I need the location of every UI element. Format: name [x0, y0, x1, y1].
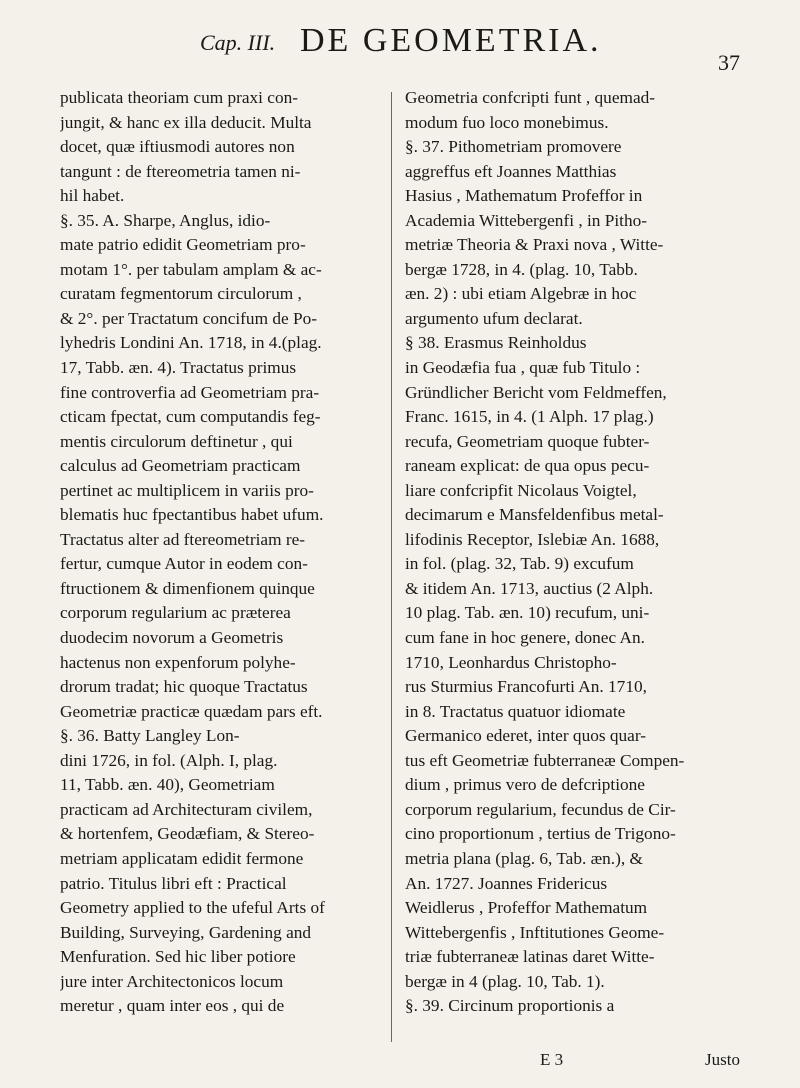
text-line: 1710, Leonhardus Christopho- — [405, 652, 617, 672]
text-line: Building, Surveying, Gardening and — [60, 922, 312, 942]
text-line: corporum regularium ac præterea — [60, 603, 291, 623]
text-line: 17, Tabb. æn. 4). Tractatus primus — [60, 358, 297, 378]
text-line: dini 1726, in fol. (Alph. I, plag. — [60, 750, 278, 770]
text-line: 11, Tabb. æn. 40), Geometriam — [60, 775, 275, 795]
text-line: hactenus non expenforum polyhe- — [60, 652, 296, 672]
text-line: argumento ufum declarat. — [405, 308, 583, 328]
text-line: & itidem An. 1713, auctius (2 Alph. — [405, 578, 654, 598]
text-line: dium , primus vero de defcriptione — [405, 775, 645, 795]
text-line: cticam fpectat, cum computandis feg- — [60, 407, 321, 427]
text-line: modum fuo loco monebimus. — [405, 112, 609, 132]
text-line: drorum tradat; hic quoque Tractatus — [60, 677, 308, 697]
text-line: §. 36. Batty Langley Lon- — [60, 726, 240, 746]
text-line: triæ fubterraneæ latinas daret Witte- — [405, 947, 655, 967]
text-line: An. 1727. Joannes Fridericus — [405, 873, 608, 893]
text-line: aggreffus eft Joannes Matthias — [405, 161, 617, 181]
text-line: decimarum e Mansfeldenfibus metal- — [405, 505, 664, 525]
text-line: & hortenfem, Geodæfiam, & Stereo- — [60, 824, 315, 844]
text-line: duodecim novorum a Geometris — [60, 628, 284, 648]
text-line: curatam fegmentorum circulorum , — [60, 284, 302, 304]
text-line: hil habet. — [60, 186, 125, 206]
text-line: Franc. 1615, in 4. (1 Alph. 17 plag.) — [405, 407, 654, 427]
signature-mark: E 3 — [540, 1050, 564, 1069]
text-line: rus Sturmius Francofurti An. 1710, — [405, 677, 647, 697]
catchword: Justo — [705, 1050, 740, 1069]
text-line: jungit, & hanc ex illa deducit. Multa — [60, 112, 312, 132]
text-line: mentis circulorum deftinetur , qui — [60, 431, 293, 451]
text-line: Geometry applied to the ufeful Arts of — [60, 898, 325, 918]
text-line: in Geodæfia fua , quæ fub Titulo : — [405, 358, 641, 378]
text-line: Weidlerus , Profeffor Mathematum — [405, 898, 648, 918]
text-line: Menfuration. Sed hic liber potiore — [60, 947, 296, 967]
text-line: Gründlicher Bericht vom Feldmeffen, — [405, 382, 667, 402]
text-line: mate patrio edidit Geometriam pro- — [60, 235, 306, 255]
text-line: raneam explicat: de qua opus pecu- — [405, 456, 650, 476]
running-title: DE GEOMETRIA. — [300, 22, 602, 59]
text-line: bergæ in 4 (plag. 10, Tab. 1). — [405, 971, 605, 991]
text-line: in fol. (plag. 32, Tab. 9) excufum — [405, 554, 634, 574]
text-line: § 38. Erasmus Reinholdus — [405, 333, 587, 353]
text-line: practicam ad Architecturam civilem, — [60, 799, 313, 819]
text-line: corporum regularium, fecundus de Cir- — [405, 799, 676, 819]
column-divider — [391, 92, 392, 1042]
text-line: fine controverfia ad Geometriam pra- — [60, 382, 320, 402]
text-line: æn. 2) : ubi etiam Algebræ in hoc — [405, 284, 637, 304]
text-line: Wittebergenfis , Inftitutiones Geome- — [405, 922, 665, 942]
text-line: liare confcripfit Nicolaus Voigtel, — [405, 480, 637, 500]
text-line: patrio. Titulus libri eft : Practical — [60, 873, 287, 893]
text-line: tus eft Geometriæ fubterraneæ Compen- — [405, 750, 685, 770]
text-line: docet, quæ iftiusmodi autores non — [60, 137, 295, 157]
text-line: cum fane in hoc genere, donec An. — [405, 628, 645, 648]
text-line: in 8. Tractatus quatuor idiomate — [405, 701, 626, 721]
page-header — [60, 22, 740, 82]
chapter-label: Cap. III. — [200, 30, 276, 55]
text-line: calculus ad Geometriam practicam — [60, 456, 301, 476]
text-line: bergæ 1728, in 4. (plag. 10, Tabb. — [405, 259, 638, 279]
text-line: cino proportionum , tertius de Trigono- — [405, 824, 676, 844]
page-number: 37 — [718, 50, 740, 75]
right-column — [405, 86, 745, 1019]
text-line: Germanico ederet, inter quos quar- — [405, 726, 647, 746]
text-line: & 2°. per Tractatum concifum de Po- — [60, 308, 317, 328]
text-line: metriam applicatam edidit fermone — [60, 848, 304, 868]
text-line: metria plana (plag. 6, Tab. æn.), & — [405, 848, 643, 868]
text-line: metriæ Theoria & Praxi nova , Witte- — [405, 235, 664, 255]
text-line: Geometria confcripti funt , quemad- — [405, 88, 656, 107]
text-line: §. 37. Pithometriam promovere — [405, 137, 622, 157]
text-line: pertinet ac multiplicem in variis pro- — [60, 480, 314, 500]
text-line: ftructionem & dimenfionem quinque — [60, 578, 315, 598]
text-line: Hasius , Mathematum Profeffor in — [405, 186, 643, 206]
left-column — [60, 86, 388, 1019]
text-line: lyhedris Londini An. 1718, in 4.(plag. — [60, 333, 322, 353]
text-line: meretur , quam inter eos , qui de — [60, 996, 285, 1016]
text-line: §. 35. A. Sharpe, Anglus, idio- — [60, 210, 271, 230]
text-line: jure inter Architectonicos locum — [60, 971, 284, 991]
text-line: publicata theoriam cum praxi con- — [60, 88, 299, 107]
text-line: motam 1°. per tabulam amplam & ac- — [60, 259, 322, 279]
text-line: blematis huc fpectantibus habet ufum. — [60, 505, 324, 525]
text-line: recufa, Geometriam quoque fubter- — [405, 431, 650, 451]
text-line: Academia Wittebergenfi , in Pitho- — [405, 210, 647, 230]
page-footer — [540, 1050, 740, 1070]
text-line: §. 39. Circinum proportionis a — [405, 996, 615, 1016]
text-line: Geometriæ practicæ quædam pars eft. — [60, 701, 323, 721]
text-line: Tractatus alter ad ftereometriam re- — [60, 529, 306, 549]
text-line: 10 plag. Tab. æn. 10) recufum, uni- — [405, 603, 650, 623]
text-line: fertur, cumque Autor in eodem con- — [60, 554, 308, 574]
text-line: tangunt : de ftereometria tamen ni- — [60, 161, 301, 181]
text-line: lifodinis Receptor, Islebiæ An. 1688, — [405, 529, 660, 549]
